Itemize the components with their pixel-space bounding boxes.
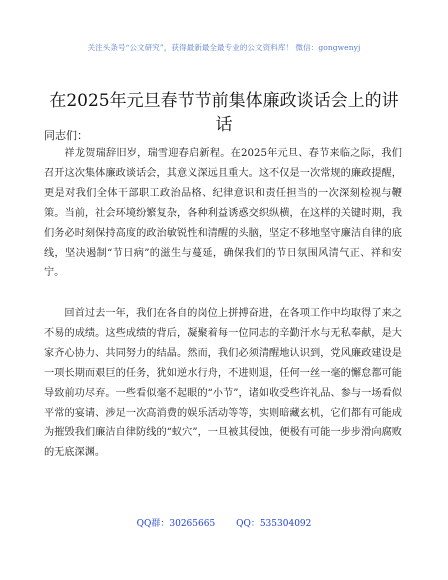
body-paragraph-2: 回首过去一年，我们在各自的岗位上拼搏奋进，在各项工作中均取得了来之不易的成绩。这些成绩的背后，凝聚着每一位同志的辛勤汗水与无私奉献，是大家齐心协力、共同努力的结晶。然而，我们必须清醒地认识到，党风廉政建设是一项长期而艰巨的任务，犹如逆水行舟，不进则退，任何一丝一毫的懈怠都可能导致前功尽弃。一些看似毫不起眼的“小节”，诸如收受些许礼品、参与一场看似平常的宴请、涉足一次高消费的娱乐活动等等，实则暗藏玄机，它们都有可能成为摧毁我们廉洁自律防线的“蚁穴”，一旦被其侵蚀，便极有可能一步步滑向腐败的无底深渊。 bbox=[44, 308, 402, 459]
footer-qq-number: QQ：535304092 bbox=[236, 519, 312, 529]
document-title: 在2025年元旦春节节前集体廉政谈话会上的讲话 bbox=[49, 91, 399, 136]
body-paragraph-1: 祥龙贺瑞辞旧岁，瑞雪迎春启新程。在2025年元旦、春节来临之际，我们召开这次集体廉政谈话会，其意义深远且重大。这不仅是一次常规的廉政提醒，更是对我们全体干部职工政治品格、纪律意识和责任担当的一次深刻检视与鞭策。当前，社会环境纷繁复杂，各种利益诱惑交织纵横，在这样的关键时期，我们务必时刻保持高度的政治敏锐性和清醒的头脑，坚定不移地坚守廉洁自律的底线，坚决遏制“节日病”的滋生与蔓延，确保我们的节日氛围风清气正、祥和安宁。 bbox=[44, 148, 402, 279]
header-promo-note: 关注头条号“公文研究”，获得最新最全最专业的公文资料库！ 微信：gongwenyj bbox=[87, 43, 361, 52]
footer-qq-group: QQ群：30265665 bbox=[136, 519, 216, 529]
salutation: 同志们： bbox=[44, 129, 88, 142]
footer-contact bbox=[0, 516, 448, 529]
